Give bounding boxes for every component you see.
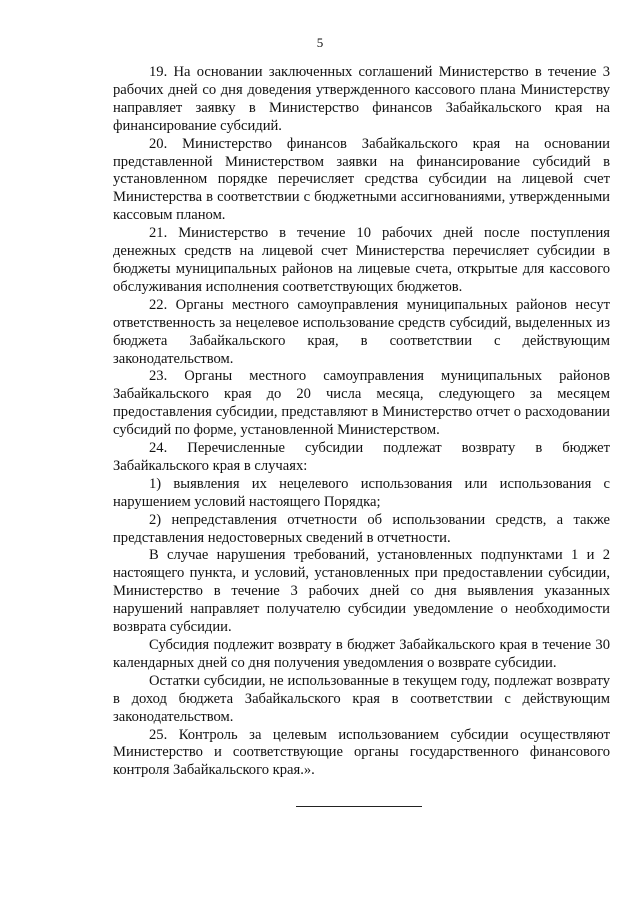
list-item-1: 1) выявления их нецелевого использования или использования с нарушением условий настоящего Порядка; <box>113 475 610 510</box>
paragraph-24: 24. Перечисленные субсидии подлежат возврату в бюджет Забайкальского края в случаях: <box>113 440 610 474</box>
paragraph-20: 20. Министерство финансов Забайкальского края на основании представленной Министерством заявки на финансирование субсидий в установленном порядке перечисляет средства субсидии на лицевой счет Министерства в соответствии с бюджетными ассигнованиями, утвержденными кассовым планом. <box>113 135 610 224</box>
paragraph-19: 19. На основании заключенных соглашений Министерство в течение 3 рабочих дней со дня доведения утвержденного кассового плана Министерству направляет заявку в Министерство финансов Забайкальского края на финансирование субсидий. <box>113 64 610 134</box>
page-number: 5 <box>316 35 324 50</box>
end-divider-line <box>296 806 422 807</box>
paragraph-23: 23. Органы местного самоуправления муниципальных районов Забайкальского края до 20 числа месяца, следующего за месяцем предоставления субсидии, представляют в Министерство отчет о расходовании субсидий по форме, установленной Министерством. <box>113 368 610 439</box>
remaining-funds-paragraph: Остатки субсидии, не использованные в текущем году, подлежат возврату в доход бюджета Забайкальского края в соответствии с действующим законодательством. <box>113 672 610 725</box>
paragraph-25: 25. Контроль за целевым использованием субсидии осуществляют Министерство и соответствующие органы государственного финансового контроля Забайкальского края.». <box>113 726 610 779</box>
list-item-2: 2) непредставления отчетности об использовании средств, а также представления недостоверных сведений в отчетности. <box>113 511 610 546</box>
paragraph-22: 22. Органы местного самоуправления муниципальных районов несут ответственность за нецелевое использование средств субсидий, выделенных из бюджета Забайкальского края, в соответствии с действующим законодательством. <box>113 296 610 367</box>
paragraph-21: 21. Министерство в течение 10 рабочих дней после поступления денежных средств на лицевой счет Министерства перечисляет субсидии в бюджеты муниципальных районов на лицевые счета, открытые для кассового обслуживания исполнения соответствующих бюджетов. <box>113 225 610 295</box>
return-deadline-paragraph: Субсидия подлежит возврату в бюджет Забайкальского края в течение 30 календарных дней со дня получения уведомления о возврате субсидии. <box>113 637 610 671</box>
violation-paragraph: В случае нарушения требований, установленных подпунктами 1 и 2 настоящего пункта, и условий, установленных при предоставлении субсидии, Министерство в течение 3 рабочих дней со дня выявления указанных нарушений направляет получателю субсидии уведомление о необходимости возврата субсидии. <box>113 547 610 636</box>
document-body <box>113 64 610 780</box>
